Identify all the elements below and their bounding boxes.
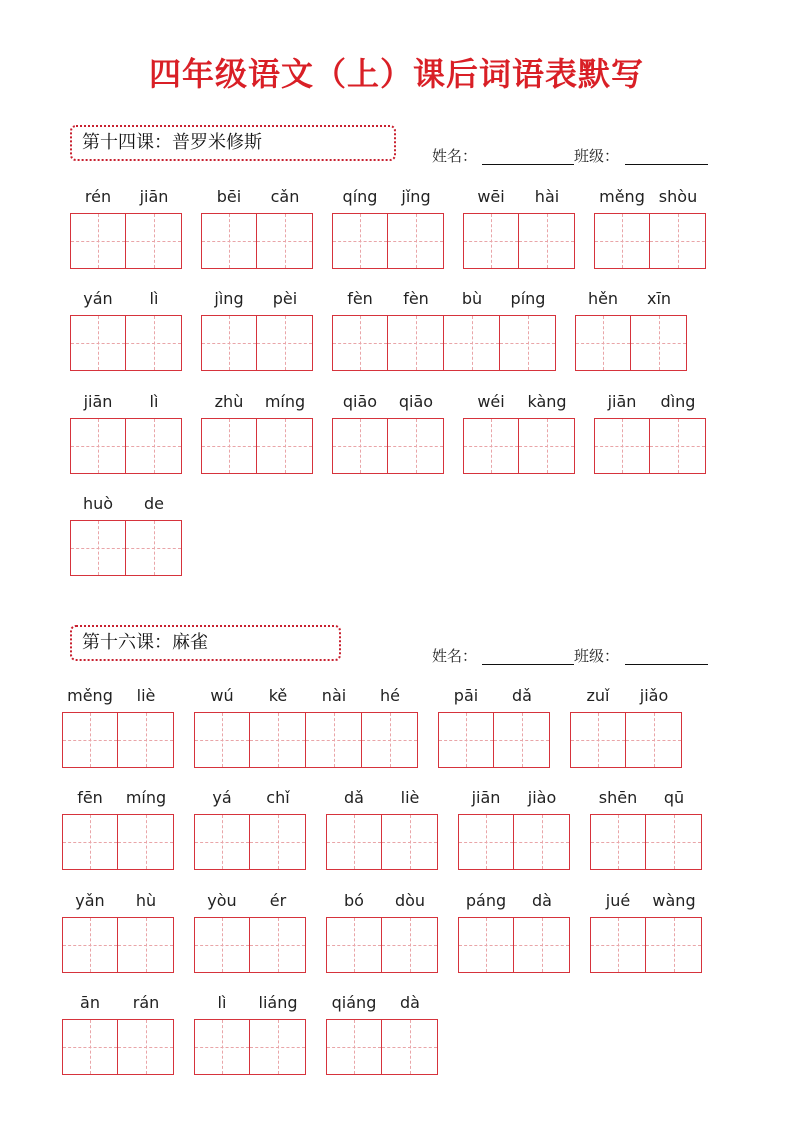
vocab-word [590,891,702,973]
class-label: 班级： [574,647,620,665]
pinyin-label: měng [599,187,645,206]
writing-cell[interactable] [306,712,362,768]
writing-cell[interactable] [650,418,706,474]
pinyin-label: jiān [471,788,501,807]
writing-cell[interactable] [626,712,682,768]
pinyin-label: fēn [77,788,103,807]
pinyin-label: qū [663,788,685,807]
pinyin-label: hài [534,187,560,206]
pinyin-label: dǎ [512,686,532,705]
vocab-word [201,289,313,371]
pinyin-label: xīn [646,289,672,308]
pinyin-label: lì [149,392,159,411]
writing-cell[interactable] [194,712,250,768]
tianzige-grid [201,315,313,371]
pinyin-label: jiǎo [639,686,669,705]
class-label: 班级： [574,147,620,165]
writing-cell[interactable] [118,1019,174,1075]
pinyin-label: qiáng [331,993,377,1012]
writing-cell[interactable] [118,917,174,973]
pinyin-label: bù [461,289,483,308]
vocab-word [194,993,306,1075]
vocab-word [570,686,682,768]
writing-cell[interactable] [362,712,418,768]
pinyin-label: yǎn [75,891,105,910]
pinyin-label: liè [136,686,156,705]
vocab-word [70,187,182,269]
vocab-word [62,993,174,1075]
vocab-word [332,187,444,269]
pinyin-label: de [144,494,164,513]
writing-cell[interactable] [326,814,382,870]
pinyin-label: píng [510,289,546,308]
tianzige-grid [463,213,575,269]
pinyin-label: bēi [216,187,242,206]
writing-cell[interactable] [650,213,706,269]
writing-cell[interactable] [500,315,556,371]
pinyin-label: hù [135,891,157,910]
name-label: 姓名： [432,147,478,165]
tianzige-grid [594,418,706,474]
tianzige-grid [590,814,702,870]
pinyin-label: wéi [477,392,505,411]
vocab-word [458,891,570,973]
tianzige-grid [194,814,306,870]
writing-cell[interactable] [590,814,646,870]
writing-cell[interactable] [631,315,687,371]
writing-cell[interactable] [570,712,626,768]
tianzige-grid [194,712,418,768]
writing-cell[interactable] [201,315,257,371]
tianzige-grid [201,418,313,474]
pinyin-label: míng [125,788,167,807]
vocab-word [575,289,687,371]
pinyin-label: bó [344,891,364,910]
writing-cell[interactable] [458,814,514,870]
pinyin-label: fèn [403,289,429,308]
tianzige-grid [590,917,702,973]
pinyin-label: dǎ [344,788,364,807]
vocab-word [326,788,438,870]
writing-cell[interactable] [70,213,126,269]
tianzige-grid [194,917,306,973]
tianzige-grid [458,917,570,973]
tianzige-grid [62,917,174,973]
writing-cell[interactable] [594,418,650,474]
writing-cell[interactable] [332,418,388,474]
pinyin-label: liè [400,788,420,807]
writing-cell[interactable] [194,814,250,870]
pinyin-label: nài [321,686,347,705]
tianzige-grid [332,315,556,371]
writing-cell[interactable] [646,814,702,870]
pinyin-label: jué [605,891,631,910]
writing-cell[interactable] [118,814,174,870]
pinyin-label: qiāo [398,392,434,411]
vocab-word [594,187,706,269]
pinyin-label: chǐ [266,788,290,807]
writing-cell[interactable] [382,917,438,973]
writing-cell[interactable] [62,1019,118,1075]
writing-cell[interactable] [382,1019,438,1075]
vocab-word [62,788,174,870]
writing-cell[interactable] [326,1019,382,1075]
writing-cell[interactable] [201,418,257,474]
class-input-line[interactable] [625,664,708,665]
tianzige-grid [326,917,438,973]
writing-cell[interactable] [590,917,646,973]
vocab-word [194,891,306,973]
pinyin-label: hé [380,686,400,705]
tianzige-grid [70,213,182,269]
writing-cell[interactable] [388,418,444,474]
vocab-word [332,289,556,371]
tianzige-grid [458,814,570,870]
writing-cell[interactable] [194,917,250,973]
writing-cell[interactable] [70,315,126,371]
writing-cell[interactable] [494,712,550,768]
tianzige-grid [62,814,174,870]
tianzige-grid [594,213,706,269]
writing-cell[interactable] [257,315,313,371]
pinyin-label: wēi [477,187,505,206]
writing-cell[interactable] [62,712,118,768]
vocab-word [62,891,174,973]
writing-cell[interactable] [444,315,500,371]
vocab-word [201,392,313,474]
vocab-word [70,289,182,371]
page-title: 四年级语文（上）课后词语表默写 [148,55,644,93]
pinyin-label: dòu [394,891,426,910]
writing-cell[interactable] [257,418,313,474]
writing-cell[interactable] [326,917,382,973]
writing-cell[interactable] [575,315,631,371]
pinyin-label: fèn [347,289,373,308]
pinyin-label: lì [217,993,227,1012]
tianzige-grid [463,418,575,474]
pinyin-label: dà [400,993,420,1012]
vocab-word [458,788,570,870]
writing-cell[interactable] [382,814,438,870]
writing-cell[interactable] [332,213,388,269]
pinyin-label: ān [80,993,100,1012]
pinyin-label: jiào [527,788,557,807]
writing-cell[interactable] [646,917,702,973]
writing-cell[interactable] [126,315,182,371]
vocab-word [594,392,706,474]
pinyin-label: jiān [607,392,637,411]
pinyin-label: jìng [214,289,244,308]
writing-cell[interactable] [250,1019,306,1075]
writing-cell[interactable] [438,712,494,768]
writing-cell[interactable] [62,814,118,870]
tianzige-grid [326,1019,438,1075]
vocab-word [332,392,444,474]
tianzige-grid [70,418,182,474]
pinyin-label: huò [82,494,114,513]
writing-cell[interactable] [62,917,118,973]
pinyin-label: pèi [272,289,298,308]
vocab-word [194,788,306,870]
pinyin-label: shòu [658,187,698,206]
writing-cell[interactable] [519,213,575,269]
tianzige-grid [201,213,313,269]
writing-cell[interactable] [514,814,570,870]
writing-cell[interactable] [463,213,519,269]
pinyin-label: pāi [453,686,479,705]
vocab-word [590,788,702,870]
name-label: 姓名： [432,647,478,665]
tianzige-grid [62,1019,174,1075]
writing-cell[interactable] [201,213,257,269]
writing-cell[interactable] [250,814,306,870]
lesson-title-box: 第十六课：麻雀 [70,625,341,661]
pinyin-label: jiān [83,392,113,411]
pinyin-label: wàng [652,891,696,910]
writing-cell[interactable] [70,418,126,474]
writing-cell[interactable] [257,213,313,269]
pinyin-label: hěn [587,289,619,308]
writing-cell[interactable] [126,418,182,474]
pinyin-label: qíng [342,187,378,206]
vocab-word [326,891,438,973]
pinyin-label: jǐng [401,187,431,206]
writing-cell[interactable] [388,213,444,269]
tianzige-grid [575,315,687,371]
vocab-word [463,187,575,269]
vocab-word [70,494,182,576]
tianzige-grid [70,315,182,371]
tianzige-grid [332,213,444,269]
writing-cell[interactable] [514,917,570,973]
pinyin-label: jiān [139,187,169,206]
pinyin-label: dìng [660,392,696,411]
writing-cell[interactable] [458,917,514,973]
vocab-word [62,686,174,768]
writing-cell[interactable] [388,315,444,371]
writing-cell[interactable] [250,712,306,768]
writing-cell[interactable] [463,418,519,474]
pinyin-label: zuǐ [586,686,610,705]
writing-cell[interactable] [519,418,575,474]
vocab-word [194,686,418,768]
pinyin-label: yòu [207,891,237,910]
pinyin-label: cǎn [270,187,300,206]
pinyin-label: qiāo [342,392,378,411]
vocab-word [201,187,313,269]
pinyin-label: wú [210,686,234,705]
lesson-title-box: 第十四课：普罗米修斯 [70,125,396,161]
name-input-line[interactable] [482,664,574,665]
name-input-line[interactable] [482,164,574,165]
tianzige-grid [194,1019,306,1075]
tianzige-grid [70,520,182,576]
writing-cell[interactable] [250,917,306,973]
tianzige-grid [326,814,438,870]
pinyin-label: lì [149,289,159,308]
vocab-word [70,392,182,474]
pinyin-label: rén [84,187,112,206]
pinyin-label: kàng [527,392,567,411]
writing-cell[interactable] [70,520,126,576]
vocab-word [326,993,438,1075]
pinyin-label: kě [268,686,288,705]
tianzige-grid [570,712,682,768]
writing-cell[interactable] [332,315,388,371]
class-input-line[interactable] [625,164,708,165]
pinyin-label: dà [532,891,552,910]
vocab-word [438,686,550,768]
pinyin-label: shēn [598,788,638,807]
writing-cell[interactable] [194,1019,250,1075]
pinyin-label: rán [132,993,160,1012]
pinyin-label: ér [269,891,287,910]
writing-cell[interactable] [118,712,174,768]
pinyin-label: zhù [214,392,244,411]
tianzige-grid [332,418,444,474]
pinyin-label: měng [67,686,113,705]
pinyin-label: yán [83,289,113,308]
writing-cell[interactable] [126,213,182,269]
vocab-word [463,392,575,474]
writing-cell[interactable] [126,520,182,576]
pinyin-label: liáng [258,993,298,1012]
writing-cell[interactable] [594,213,650,269]
pinyin-label: yá [212,788,232,807]
tianzige-grid [62,712,174,768]
pinyin-label: míng [264,392,306,411]
tianzige-grid [438,712,550,768]
pinyin-label: páng [465,891,507,910]
